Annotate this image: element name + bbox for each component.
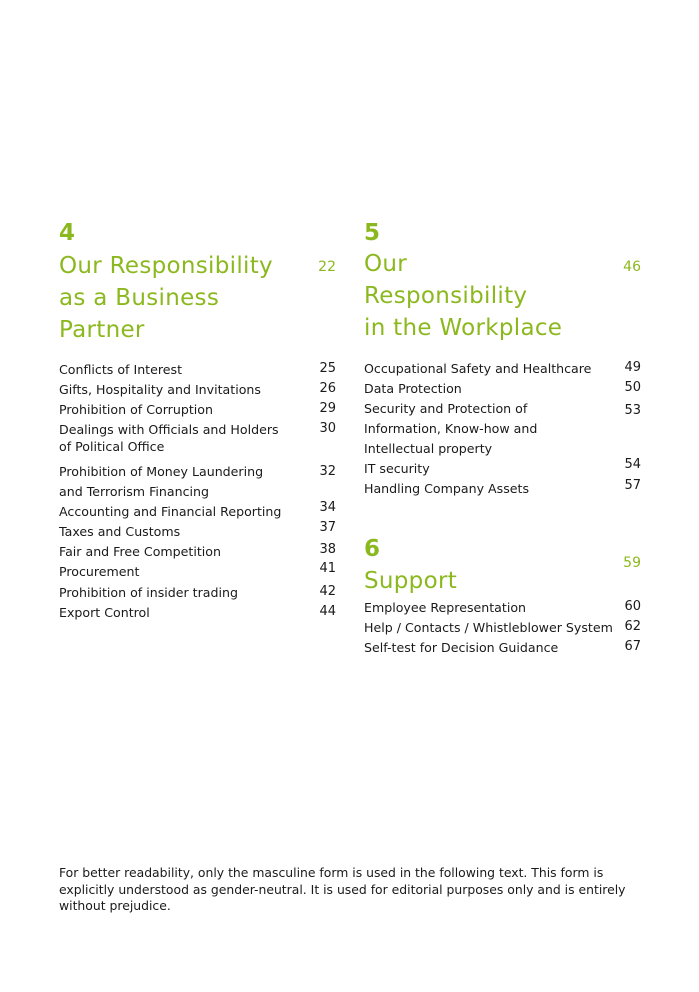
chapter-4-number: 4 [59,220,76,246]
toc-entry-page: 29 [319,401,336,416]
chapter-5-page: 46 [623,259,641,275]
toc-entry-line: Intellectual property [364,441,493,456]
toc-entry-page: 41 [319,561,336,576]
toc-entry-page: 53 [624,403,641,418]
toc-entry-page: 32 [319,464,336,479]
toc-entry-self-test[interactable]: Self-test for Decision Guidance [364,640,559,655]
toc-entry-insider-trading[interactable]: Prohibition of insider trading [59,585,238,600]
toc-entry-taxes[interactable]: Taxes and Customs [59,524,181,539]
toc-entry-page: 50 [624,380,641,395]
toc-entry-conflicts-of-interest[interactable]: Conflicts of Interest [59,362,183,377]
toc-entry-page: 67 [624,639,641,654]
chapter-4-title-line: Partner [59,317,145,343]
chapter-5-title[interactable] [364,248,562,344]
toc-entry-company-assets[interactable]: Handling Company Assets [364,481,530,496]
toc-entry-competition[interactable]: Fair and Free Competition [59,544,221,559]
readability-footnote: For better readability, only the masculine form is used in the following text. This form is explicitly understood as gender-neutral. It is used for editorial purposes only and is entirely without prejudice. [59,865,626,913]
toc-entry-line: and Terrorism Financing [59,484,209,499]
toc-entry-money-laundering[interactable] [59,462,263,502]
toc-entry-line: Dealings with Officials and Holders [59,422,279,437]
toc-entry-officials[interactable] [59,420,279,457]
toc-entry-page: 57 [624,478,641,493]
chapter-4-title-line: as a Business [59,285,220,311]
chapter-6-page: 59 [623,555,641,571]
toc-entry-export-control[interactable]: Export Control [59,605,150,620]
toc-entry-page: 54 [624,457,641,472]
toc-entry-line: of Political Office [59,439,165,454]
chapter-6-title-line: Support [364,568,458,594]
toc-entry-page: 26 [319,381,336,396]
toc-entry-page: 49 [624,360,641,375]
chapter-5-title-line: Our [364,251,408,277]
chapter-5-title-line: in the Workplace [364,315,563,341]
toc-entry-line: Prohibition of Money Laundering [59,464,264,479]
toc-entry-it-security[interactable]: IT security [364,461,430,476]
toc-entry-whistleblower[interactable]: Help / Contacts / Whistleblower System [364,620,613,635]
chapter-5-title-line: Responsibility [364,283,528,309]
toc-entry-page: 30 [319,421,336,436]
toc-entry-page: 38 [319,542,336,557]
toc-entry-procurement[interactable]: Procurement [59,564,140,579]
chapter-4-page: 22 [318,259,336,275]
toc-entry-page: 37 [319,520,336,535]
toc-entry-occupational-safety[interactable]: Occupational Safety and Healthcare [364,361,592,376]
toc-entry-information-security[interactable] [364,399,537,459]
toc-entry-data-protection[interactable]: Data Protection [364,381,462,396]
chapter-4-title[interactable] [59,250,273,346]
toc-entry-accounting[interactable]: Accounting and Financial Reporting [59,504,282,519]
toc-entry-corruption[interactable]: Prohibition of Corruption [59,402,213,417]
toc-entry-page: 34 [319,500,336,515]
chapter-6-number: 6 [364,536,381,562]
toc-entry-page: 60 [624,599,641,614]
toc-entry-employee-representation[interactable]: Employee Representation [364,600,527,615]
toc-entry-line: Information, Know-how and [364,421,538,436]
toc-entry-page: 25 [319,361,336,376]
toc-entry-gifts[interactable]: Gifts, Hospitality and Invitations [59,382,261,397]
chapter-4-title-line: Our Responsibility [59,253,273,279]
toc-entry-page: 42 [319,584,336,599]
toc-entry-page: 62 [624,619,641,634]
toc-entry-line: Security and Protection of [364,401,528,416]
chapter-6-title[interactable] [364,565,457,597]
toc-entry-page: 44 [319,604,336,619]
chapter-5-number: 5 [364,220,381,246]
